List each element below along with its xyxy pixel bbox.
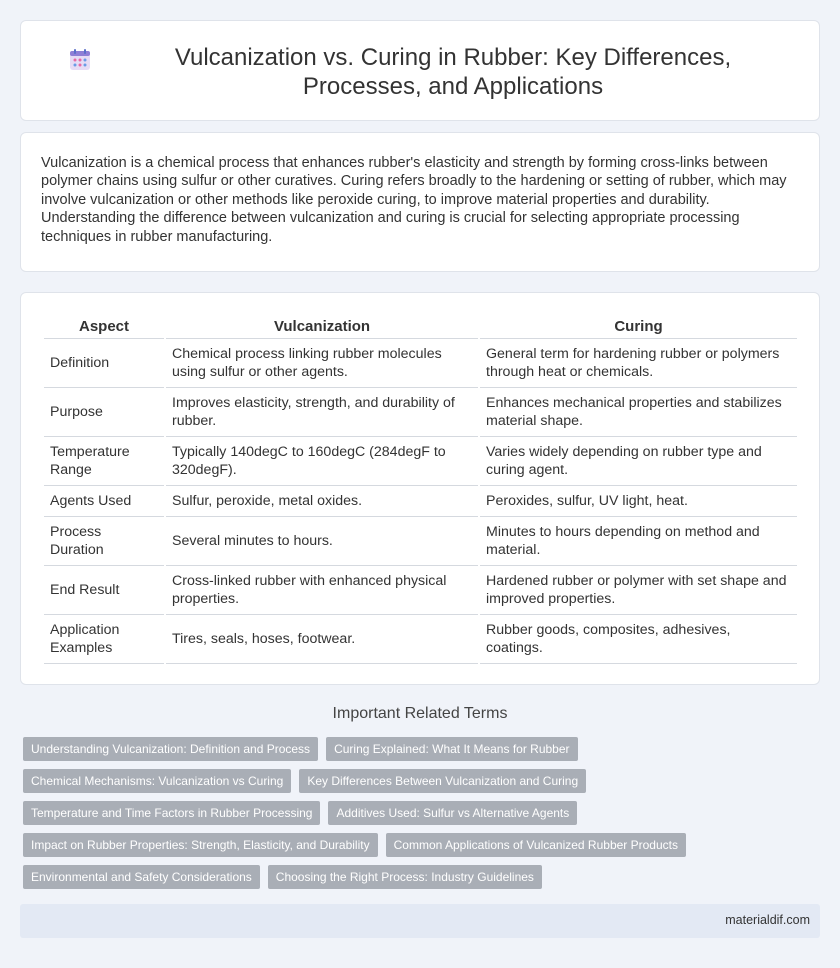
table-cell: Improves elasticity, strength, and durability of rubber. [166,388,478,437]
table-cell: Rubber goods, composites, adhesives, coatings. [480,615,797,664]
related-term-tag[interactable]: Curing Explained: What It Means for Rubber [326,737,577,761]
table-cell: Hardened rubber or polymer with set shape and improved properties. [480,566,797,615]
related-term-tag[interactable]: Choosing the Right Process: Industry Guidelines [268,865,542,889]
table-cell: Several minutes to hours. [166,517,478,566]
table-cell: Chemical process linking rubber molecules using sulfur or other agents. [166,339,478,388]
table-row [44,339,797,388]
calendar-grid-icon [67,47,93,73]
intro-card [20,132,820,272]
table-cell: General term for hardening rubber or polymers through heat or chemicals. [480,339,797,388]
comparison-table-card [20,292,820,685]
table-cell: Sulfur, peroxide, metal oxides. [166,486,478,517]
footer-site-link[interactable]: materialdif.com [725,913,810,927]
intro-text: Vulcanization is a chemical process that enhances rubber's elasticity and strength by forming cross-links between polymer chains using sulfur or other curatives. Curing refers broadly to the hardening or setting of rubber, which may involve vulcanization or other methods like peroxide curing, to improve material properties and durability. Understanding the difference between vulcanization and curing is crucial for selecting appropriate processing techniques in rubber manufacturing. [41,155,787,245]
header-card [20,20,820,121]
table-row [44,566,797,615]
related-term-tag[interactable]: Temperature and Time Factors in Rubber Processing [23,801,320,825]
related-term-tag[interactable]: Common Applications of Vulcanized Rubber Products [386,833,686,857]
column-header-aspect: Aspect [44,315,164,339]
footer [20,904,820,938]
table-cell: Temperature Range [44,437,164,486]
column-header-curing: Curing [480,315,797,339]
related-term-tag[interactable]: Additives Used: Sulfur vs Alternative Agents [328,801,577,825]
related-term-tag[interactable]: Understanding Vulcanization: Definition and Process [23,737,318,761]
table-cell: Definition [44,339,164,388]
table-cell: Enhances mechanical properties and stabilizes material shape. [480,388,797,437]
comparison-table [42,315,799,664]
table-cell: Process Duration [44,517,164,566]
table-cell: End Result [44,566,164,615]
table-cell: Peroxides, sulfur, UV light, heat. [480,486,797,517]
table-row [44,388,797,437]
related-term-tag[interactable]: Impact on Rubber Properties: Strength, Elasticity, and Durability [23,833,378,857]
column-header-vulcanization: Vulcanization [166,315,478,339]
page-title: Vulcanization vs. Curing in Rubber: Key Differences, Processes, and Applications [174,44,732,100]
table-row [44,486,797,517]
table-cell: Application Examples [44,615,164,664]
table-row [44,517,797,566]
table-cell: Purpose [44,388,164,437]
related-term-tag[interactable]: Environmental and Safety Considerations [23,865,260,889]
related-term-tag[interactable]: Chemical Mechanisms: Vulcanization vs Curing [23,769,291,793]
table-row [44,437,797,486]
related-term-tag[interactable]: Key Differences Between Vulcanization and Curing [299,769,586,793]
table-row [44,615,797,664]
table-cell: Typically 140degC to 160degC (284degF to 320degF). [166,437,478,486]
table-cell: Agents Used [44,486,164,517]
related-terms-title: Important Related Terms [332,705,508,722]
table-cell: Tires, seals, hoses, footwear. [166,615,478,664]
table-cell: Varies widely depending on rubber type and curing agent. [480,437,797,486]
table-cell: Cross-linked rubber with enhanced physical properties. [166,566,478,615]
table-cell: Minutes to hours depending on method and material. [480,517,797,566]
related-terms-list [23,737,823,897]
